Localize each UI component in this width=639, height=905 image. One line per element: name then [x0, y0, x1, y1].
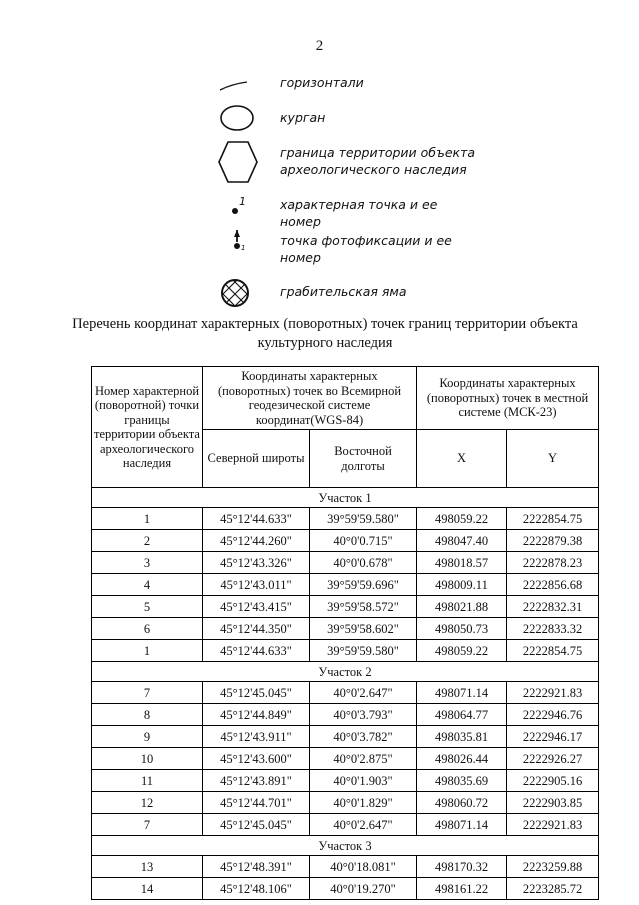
x-coordinate-cell: 498035.81 — [417, 726, 507, 748]
y-coordinate-cell: 2222926.27 — [507, 748, 599, 770]
latitude-cell: 45°12'44.633" — [203, 640, 310, 662]
point-number-label: 1 — [239, 195, 246, 208]
y-coordinate-cell: 2223259.88 — [507, 856, 599, 878]
y-coordinate-cell: 2222879.38 — [507, 530, 599, 552]
header-wgs84-group: Координаты характерных (поворотных) точек во Всемирной геодезической системе координат(WGS-84) — [203, 367, 417, 430]
y-coordinate-cell: 2222903.85 — [507, 792, 599, 814]
document-title: Перечень координат характерных (поворотных) точек границ территории объекта культурного наследия — [72, 316, 578, 351]
point-number-cell: 7 — [92, 814, 203, 836]
latitude-cell: 45°12'48.106" — [203, 878, 310, 900]
x-coordinate-cell: 498161.22 — [417, 878, 507, 900]
longitude-cell: 40°0'18.081" — [310, 856, 417, 878]
longitude-cell: 40°0'2.875" — [310, 748, 417, 770]
legend-label: курган — [280, 110, 326, 125]
y-coordinate-cell: 2223285.72 — [507, 878, 599, 900]
longitude-cell: 40°0'0.678" — [310, 552, 417, 574]
x-coordinate-cell: 498060.72 — [417, 792, 507, 814]
table-row — [92, 618, 599, 640]
legend-label: граница территории объекта археологического наследия — [280, 145, 476, 177]
latitude-cell: 45°12'43.891" — [203, 770, 310, 792]
table-row — [92, 770, 599, 792]
point-number-cell: 2 — [92, 530, 203, 552]
point-number-cell: 10 — [92, 748, 203, 770]
longitude-cell: 39°59'58.602" — [310, 618, 417, 640]
y-coordinate-cell: 2222854.75 — [507, 508, 599, 530]
table-header-row — [92, 367, 599, 430]
point-number-cell: 1 — [92, 640, 203, 662]
x-coordinate-cell: 498047.40 — [417, 530, 507, 552]
x-coordinate-cell: 498170.32 — [417, 856, 507, 878]
table-row — [92, 792, 599, 814]
x-coordinate-cell: 498021.88 — [417, 596, 507, 618]
x-coordinate-cell: 498059.22 — [417, 508, 507, 530]
table-row — [92, 726, 599, 748]
x-coordinate-cell: 498059.22 — [417, 640, 507, 662]
y-coordinate-cell: 2222905.16 — [507, 770, 599, 792]
point-number-cell: 6 — [92, 618, 203, 640]
point-number-cell: 12 — [92, 792, 203, 814]
table-row — [92, 878, 599, 900]
table-row — [92, 552, 599, 574]
y-coordinate-cell: 2222854.75 — [507, 640, 599, 662]
header-y: Y — [507, 430, 599, 488]
y-coordinate-cell: 2222946.17 — [507, 726, 599, 748]
x-coordinate-cell: 498018.57 — [417, 552, 507, 574]
table-row — [92, 530, 599, 552]
longitude-cell: 40°0'0.715" — [310, 530, 417, 552]
x-coordinate-cell: 498064.77 — [417, 704, 507, 726]
latitude-cell: 45°12'44.260" — [203, 530, 310, 552]
legend-label: грабительская яма — [280, 284, 407, 299]
latitude-cell: 45°12'44.350" — [203, 618, 310, 640]
table-row — [92, 508, 599, 530]
table-row — [92, 640, 599, 662]
longitude-cell: 40°0'19.270" — [310, 878, 417, 900]
y-coordinate-cell: 2222832.31 — [507, 596, 599, 618]
legend-label: точка фотофиксации и ее номер — [280, 233, 452, 265]
x-coordinate-cell: 498071.14 — [417, 814, 507, 836]
header-msk23-group: Координаты характерных (поворотных) точек в местной системе (МСК-23) — [417, 367, 599, 430]
point-number-cell: 9 — [92, 726, 203, 748]
longitude-cell: 40°0'1.829" — [310, 792, 417, 814]
latitude-cell: 45°12'45.045" — [203, 682, 310, 704]
latitude-cell: 45°12'44.633" — [203, 508, 310, 530]
longitude-cell: 39°59'58.572" — [310, 596, 417, 618]
x-coordinate-cell: 498071.14 — [417, 682, 507, 704]
longitude-cell: 39°59'59.580" — [310, 508, 417, 530]
y-coordinate-cell: 2222833.32 — [507, 618, 599, 640]
x-coordinate-cell: 498026.44 — [417, 748, 507, 770]
legend-label: горизонтали — [280, 75, 364, 90]
section-title: Участок 2 — [92, 662, 599, 682]
table-row — [92, 814, 599, 836]
page-number: 2 — [315, 38, 324, 54]
header-point-number: Номер характерной (поворотной) точки границы территории объекта археологического наследия — [92, 367, 203, 488]
table-row — [92, 704, 599, 726]
section-title: Участок 3 — [92, 836, 599, 856]
photo-point-icon — [210, 226, 260, 276]
header-north-latitude: Северной широты — [203, 430, 310, 488]
coordinates-table — [91, 366, 599, 900]
point-number-cell: 14 — [92, 878, 203, 900]
y-coordinate-cell: 2222946.76 — [507, 704, 599, 726]
x-coordinate-cell: 498035.69 — [417, 770, 507, 792]
section-row — [92, 836, 599, 856]
latitude-cell: 45°12'45.045" — [203, 814, 310, 836]
point-number-cell: 11 — [92, 770, 203, 792]
table-row — [92, 856, 599, 878]
point-number-cell: 1 — [92, 508, 203, 530]
table-row — [92, 574, 599, 596]
section-row — [92, 488, 599, 508]
y-coordinate-cell: 2222878.23 — [507, 552, 599, 574]
latitude-cell: 45°12'43.911" — [203, 726, 310, 748]
x-coordinate-cell: 498050.73 — [417, 618, 507, 640]
latitude-cell: 45°12'44.849" — [203, 704, 310, 726]
point-number-cell: 5 — [92, 596, 203, 618]
longitude-cell: 40°0'3.782" — [310, 726, 417, 748]
latitude-cell: 45°12'43.011" — [203, 574, 310, 596]
point-number-cell: 4 — [92, 574, 203, 596]
table-row — [92, 682, 599, 704]
section-title: Участок 1 — [92, 488, 599, 508]
section-row — [92, 662, 599, 682]
hexagon-icon — [210, 138, 260, 188]
table-row — [92, 748, 599, 770]
table-row — [92, 596, 599, 618]
point-number-cell: 13 — [92, 856, 203, 878]
longitude-cell: 39°59'59.580" — [310, 640, 417, 662]
point-number-cell: 8 — [92, 704, 203, 726]
point-number-label: 1 — [241, 244, 246, 252]
y-coordinate-cell: 2222921.83 — [507, 682, 599, 704]
point-number-cell: 3 — [92, 552, 203, 574]
legend-label: характерная точка и ее номер — [280, 197, 438, 229]
x-coordinate-cell: 498009.11 — [417, 574, 507, 596]
latitude-cell: 45°12'44.701" — [203, 792, 310, 814]
latitude-cell: 45°12'43.415" — [203, 596, 310, 618]
point-number-cell: 7 — [92, 682, 203, 704]
longitude-cell: 40°0'1.903" — [310, 770, 417, 792]
y-coordinate-cell: 2222856.68 — [507, 574, 599, 596]
header-x: X — [417, 430, 507, 488]
table-body — [92, 488, 599, 900]
longitude-cell: 39°59'59.696" — [310, 574, 417, 596]
longitude-cell: 40°0'3.793" — [310, 704, 417, 726]
latitude-cell: 45°12'43.600" — [203, 748, 310, 770]
header-east-longitude: Восточной долготы — [310, 430, 417, 488]
latitude-cell: 45°12'43.326" — [203, 552, 310, 574]
y-coordinate-cell: 2222921.83 — [507, 814, 599, 836]
longitude-cell: 40°0'2.647" — [310, 682, 417, 704]
latitude-cell: 45°12'48.391" — [203, 856, 310, 878]
longitude-cell: 40°0'2.647" — [310, 814, 417, 836]
